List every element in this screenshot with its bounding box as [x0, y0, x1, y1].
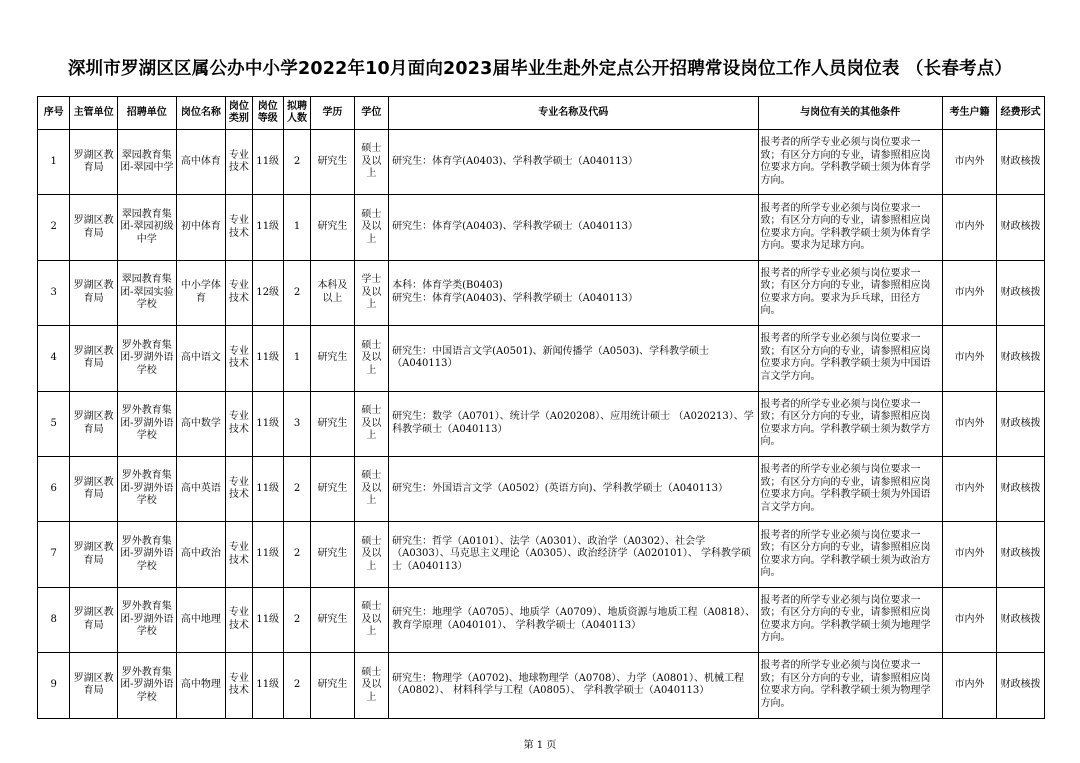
cell-major: 研究生：数学（A0701）、统计学（A020208）、应用统计硕士 （A020213）、学科教学硕士（A040113）	[389, 391, 758, 456]
cell-category: 专业技术	[226, 653, 252, 718]
cell-dept: 罗湖区教育局	[70, 391, 118, 456]
cell-hukou: 市内外	[942, 326, 997, 391]
cell-category: 专业技术	[226, 391, 252, 456]
cell-dept: 罗湖区教育局	[70, 195, 118, 260]
cell-degree: 硕士及以上	[354, 587, 388, 652]
cell-category: 专业技术	[226, 456, 252, 521]
cell-seq: 4	[38, 326, 70, 391]
cell-hukou: 市内外	[942, 260, 997, 325]
cell-category: 专业技术	[226, 260, 252, 325]
cell-hukou: 市内外	[942, 587, 997, 652]
cell-edu: 研究生	[311, 587, 355, 652]
cell-degree: 硕士及以上	[354, 522, 388, 587]
cell-post: 高中数学	[176, 391, 226, 456]
cell-edu: 研究生	[311, 653, 355, 718]
page-number: 第 1 页	[523, 740, 557, 751]
cell-funding: 财政核拨	[997, 587, 1045, 652]
cell-hukou: 市内外	[942, 522, 997, 587]
cell-major: 研究生：中国语言文学(A0501)、新闻传播学（A0503)、学科教学硕士（A040113）	[389, 326, 758, 391]
cell-conditions: 报考者的所学专业必须与岗位要求一致；有区分方向的专业，请参照相应岗位要求方向。学科教学硕士须为体育学方向。	[758, 130, 942, 195]
cell-major: 研究生：物理学（A0702)、地球物理学（A0708）、力学（A0801）、机械工程（A0802）、 材料科学与工程（A0805）、 学科教学硕士（A040113）	[389, 653, 758, 718]
cell-post: 高中政治	[176, 522, 226, 587]
cell-count: 2	[283, 587, 310, 652]
header-hukou: 考生户籍	[942, 97, 997, 130]
cell-seq: 6	[38, 456, 70, 521]
cell-degree: 硕士及以上	[354, 195, 388, 260]
cell-funding: 财政核拨	[997, 391, 1045, 456]
cell-category: 专业技术	[226, 130, 252, 195]
header-unit: 招聘单位	[117, 97, 176, 130]
table-row	[38, 587, 1045, 652]
table-header-row	[38, 97, 1045, 130]
cell-hukou: 市内外	[942, 653, 997, 718]
cell-degree: 硕士及以上	[354, 130, 388, 195]
cell-unit: 罗外教育集团-罗湖外语学校	[117, 391, 176, 456]
cell-grade: 11级	[252, 456, 283, 521]
cell-count: 2	[283, 260, 310, 325]
cell-edu: 研究生	[311, 391, 355, 456]
cell-unit: 罗外教育集团-罗湖外语学校	[117, 653, 176, 718]
cell-count: 2	[283, 522, 310, 587]
cell-count: 1	[283, 195, 310, 260]
cell-category: 专业技术	[226, 326, 252, 391]
cell-unit: 翠园教育集团-翠园实验学校	[117, 260, 176, 325]
header-count: 拟聘人数	[283, 97, 310, 130]
cell-grade: 12级	[252, 260, 283, 325]
cell-conditions: 报考者的所学专业必须与岗位要求一致；有区分方向的专业，请参照相应岗位要求方向。学科教学硕士须为数学方向。	[758, 391, 942, 456]
cell-funding: 财政核拨	[997, 195, 1045, 260]
cell-post: 高中体育	[176, 130, 226, 195]
cell-seq: 7	[38, 522, 70, 587]
cell-funding: 财政核拨	[997, 130, 1045, 195]
cell-grade: 11级	[252, 130, 283, 195]
document-title: 深圳市罗湖区区属公办中小学2022年10月面向2023届毕业生赴外定点公开招聘常设岗位工作人员岗位表 （长春考点）	[67, 59, 1013, 79]
cell-category: 专业技术	[226, 522, 252, 587]
cell-funding: 财政核拨	[997, 260, 1045, 325]
table-row	[38, 456, 1045, 521]
cell-seq: 2	[38, 195, 70, 260]
header-conditions: 与岗位有关的其他条件	[758, 97, 942, 130]
cell-funding: 财政核拨	[997, 653, 1045, 718]
cell-grade: 11级	[252, 195, 283, 260]
cell-hukou: 市内外	[942, 391, 997, 456]
table-row	[38, 391, 1045, 456]
cell-dept: 罗湖区教育局	[70, 326, 118, 391]
cell-hukou: 市内外	[942, 195, 997, 260]
table-row	[38, 260, 1045, 325]
cell-unit: 罗外教育集团-罗湖外语学校	[117, 522, 176, 587]
header-dept: 主管单位	[70, 97, 118, 130]
cell-hukou: 市内外	[942, 456, 997, 521]
cell-conditions: 报考者的所学专业必须与岗位要求一致；有区分方向的专业，请参照相应岗位要求方向。学科教学硕士须为地理学方向。	[758, 587, 942, 652]
cell-conditions: 报考者的所学专业必须与岗位要求一致；有区分方向的专业，请参照相应岗位要求方向。学科教学硕士须为物理学方向。	[758, 653, 942, 718]
cell-edu: 本科及以上	[311, 260, 355, 325]
cell-major: 研究生：哲学（A0101）、法学（A0301）、政治学（A0302）、社会学（A0303）、马克思主义理论（A0305）、政治经济学（A020101）、 学科教学硕士（A040113）	[389, 522, 758, 587]
cell-dept: 罗湖区教育局	[70, 260, 118, 325]
header-grade: 岗位等级	[252, 97, 283, 130]
cell-major: 研究生：体育学(A0403)、学科教学硕士（A040113）	[389, 195, 758, 260]
header-major: 专业名称及代码	[389, 97, 758, 130]
cell-post: 高中语文	[176, 326, 226, 391]
cell-seq: 3	[38, 260, 70, 325]
cell-unit: 罗外教育集团-罗湖外语学校	[117, 587, 176, 652]
cell-grade: 11级	[252, 522, 283, 587]
cell-post: 高中物理	[176, 653, 226, 718]
table-row	[38, 653, 1045, 718]
cell-edu: 研究生	[311, 456, 355, 521]
cell-major: 研究生：外国语言文学（A0502）(英语方向)、学科教学硕士（A040113）	[389, 456, 758, 521]
cell-funding: 财政核拨	[997, 326, 1045, 391]
cell-edu: 研究生	[311, 326, 355, 391]
cell-degree: 硕士及以上	[354, 456, 388, 521]
cell-category: 专业技术	[226, 195, 252, 260]
cell-dept: 罗湖区教育局	[70, 456, 118, 521]
cell-post: 高中地理	[176, 587, 226, 652]
header-funding: 经费形式	[997, 97, 1045, 130]
cell-edu: 研究生	[311, 522, 355, 587]
cell-degree: 学士及以上	[354, 260, 388, 325]
cell-grade: 11级	[252, 653, 283, 718]
header-degree: 学位	[354, 97, 388, 130]
cell-conditions: 报考者的所学专业必须与岗位要求一致；有区分方向的专业，请参照相应岗位要求方向。要求为乒乓球，田径方向。	[758, 260, 942, 325]
header-post: 岗位名称	[176, 97, 226, 130]
cell-degree: 硕士及以上	[354, 326, 388, 391]
cell-dept: 罗湖区教育局	[70, 130, 118, 195]
cell-grade: 11级	[252, 326, 283, 391]
cell-unit: 罗外教育集团-罗湖外语学校	[117, 326, 176, 391]
cell-funding: 财政核拨	[997, 456, 1045, 521]
cell-dept: 罗湖区教育局	[70, 653, 118, 718]
cell-category: 专业技术	[226, 587, 252, 652]
cell-major: 研究生：体育学(A0403)、学科教学硕士（A040113）	[389, 130, 758, 195]
cell-conditions: 报考者的所学专业必须与岗位要求一致；有区分方向的专业，请参照相应岗位要求方向。学科教学硕士须为政治方向。	[758, 522, 942, 587]
cell-post: 高中英语	[176, 456, 226, 521]
cell-hukou: 市内外	[942, 130, 997, 195]
cell-count: 2	[283, 456, 310, 521]
header-category: 岗位类别	[226, 97, 252, 130]
cell-major: 本科：体育学类(B0403) 研究生：体育学(A0403)、学科教学硕士（A040113）	[389, 260, 758, 325]
cell-grade: 11级	[252, 587, 283, 652]
cell-degree: 硕士及以上	[354, 391, 388, 456]
cell-seq: 5	[38, 391, 70, 456]
cell-count: 2	[283, 653, 310, 718]
cell-post: 初中体育	[176, 195, 226, 260]
cell-unit: 罗外教育集团-罗湖外语学校	[117, 456, 176, 521]
cell-post: 中小学体育	[176, 260, 226, 325]
cell-count: 2	[283, 130, 310, 195]
cell-seq: 9	[38, 653, 70, 718]
cell-major: 研究生：地理学（A0705）、地质学（A0709）、地质资源与地质工程（A0818）、教育学原理（A040101）、 学科教学硕士（A040113）	[389, 587, 758, 652]
recruitment-table	[37, 96, 1045, 719]
cell-unit: 翠园教育集团-翠园中学	[117, 130, 176, 195]
cell-edu: 研究生	[311, 195, 355, 260]
cell-dept: 罗湖区教育局	[70, 522, 118, 587]
table-row	[38, 195, 1045, 260]
cell-dept: 罗湖区教育局	[70, 587, 118, 652]
table-row	[38, 130, 1045, 195]
header-edu: 学历	[311, 97, 355, 130]
cell-count: 3	[283, 391, 310, 456]
cell-edu: 研究生	[311, 130, 355, 195]
table-row	[38, 522, 1045, 587]
table-row	[38, 326, 1045, 391]
cell-count: 1	[283, 326, 310, 391]
cell-conditions: 报考者的所学专业必须与岗位要求一致；有区分方向的专业，请参照相应岗位要求方向。学科教学硕士须为中国语言文学方向。	[758, 326, 942, 391]
cell-conditions: 报考者的所学专业必须与岗位要求一致；有区分方向的专业，请参照相应岗位要求方向。学科教学硕士须为外国语言文学方向。	[758, 456, 942, 521]
cell-conditions: 报考者的所学专业必须与岗位要求一致；有区分方向的专业，请参照相应岗位要求方向。学科教学硕士须为体育学方向。要求为足球方向。	[758, 195, 942, 260]
cell-seq: 1	[38, 130, 70, 195]
cell-grade: 11级	[252, 391, 283, 456]
cell-seq: 8	[38, 587, 70, 652]
cell-unit: 翠园教育集团-翠园初级中学	[117, 195, 176, 260]
header-seq: 序号	[38, 97, 70, 130]
cell-funding: 财政核拨	[997, 522, 1045, 587]
cell-degree: 硕士及以上	[354, 653, 388, 718]
